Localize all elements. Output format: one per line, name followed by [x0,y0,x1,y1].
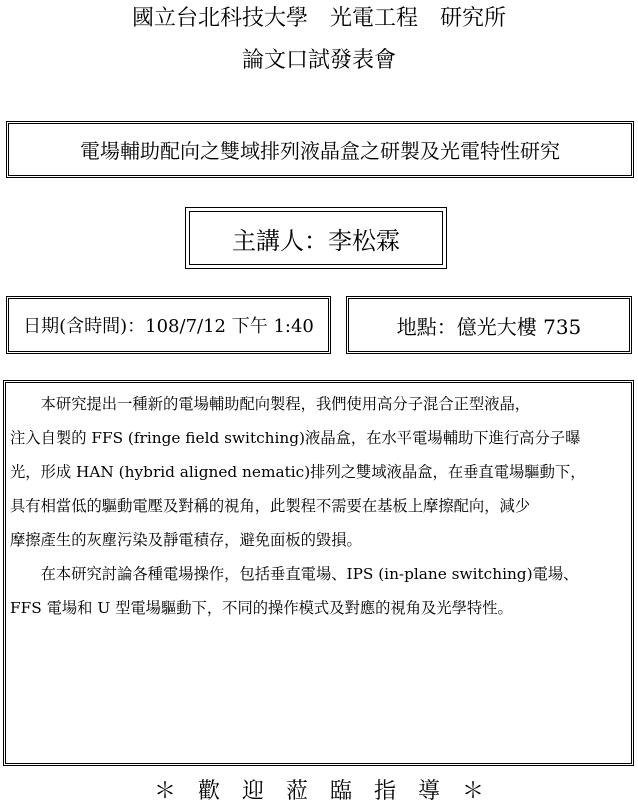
abstract-line: 具有相當低的驅動電壓及對稱的視角，此製程不需要在基板上摩擦配向，減少 [10,497,531,515]
abstract-line: 摩擦產生的灰塵污染及靜電積存，避免面板的毀損。 [10,531,362,549]
thesis-title-box [6,121,634,178]
speaker-name: 主講人：李松霖 [232,226,400,255]
speaker-box [185,207,447,269]
university-department-heading: 國立台北科技大學 光電工程 研究所 [131,6,506,31]
thesis-title: 電場輔助配向之雙域排列液晶盒之研製及光電特性研究 [80,139,560,163]
location: 地點：億光大樓 735 [396,314,582,339]
welcome-footer: ＊ 歡 迎 蒞 臨 指 導 ＊ [153,779,484,804]
speaker-inner-frame [189,211,443,265]
event-heading: 論文口試發表會 [241,48,396,73]
date-box [6,296,331,354]
abstract-line: FFS 電場和 U 型電場驅動下，不同的操作模式及對應的視角及光學特性。 [10,599,513,617]
abstract-line: 光，形成 HAN (hybrid aligned nematic)排列之雙域液晶盒，在垂直電場驅動下， [10,463,586,481]
date-time: 日期(含時間)：108/7/12 下午 1:40 [23,316,314,337]
abstract-line: 本研究提出一種新的電場輔助配向製程，我們使用高分子混合正型液晶， [10,395,531,413]
abstract-box [3,380,634,766]
location-box [346,296,632,354]
abstract-line: 在本研究討論各種電場操作，包括垂直電場、IPS (in-plane switching)電場、 [10,565,579,583]
abstract-line: 注入自製的 FFS (fringe field switching)液晶盒，在水平電場輔助下進行高分子曝 [10,429,581,447]
